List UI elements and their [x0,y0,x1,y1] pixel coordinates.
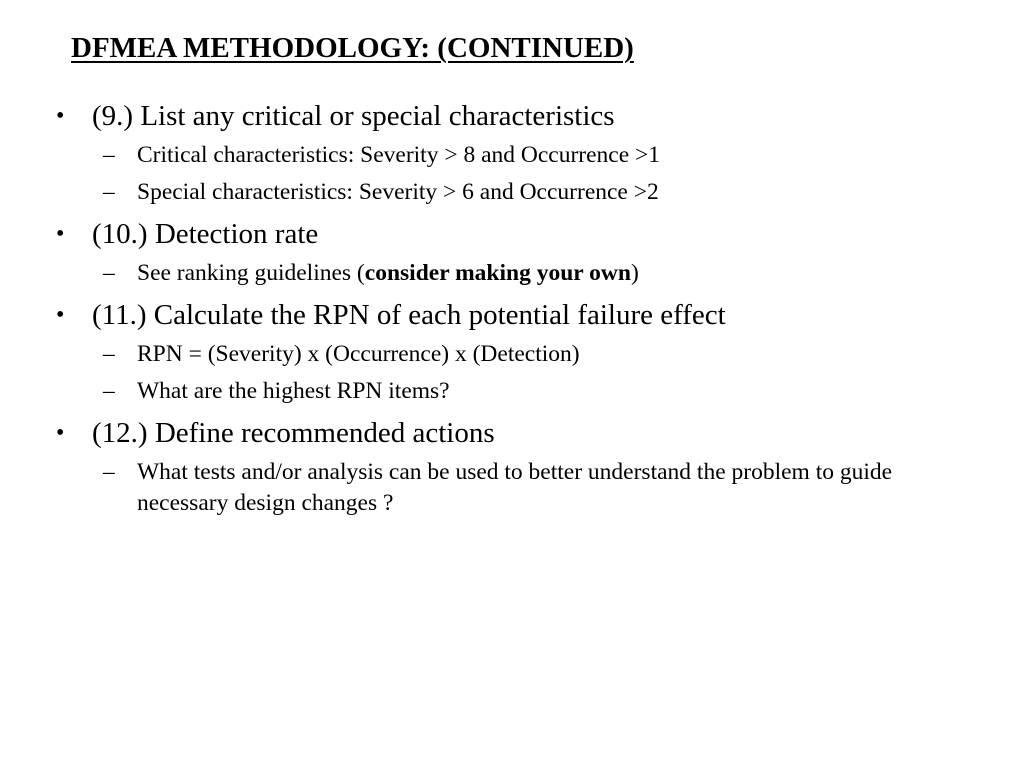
sub-bullet-text: RPN = (Severity) x (Occurrence) x (Detection) [137,341,580,367]
sub-bullet-list [92,140,1024,208]
sub-bullet-item [92,177,1024,208]
bullet-text: (9.) List any critical or special characteristics [92,100,615,132]
sub-bullet-item [92,376,1024,407]
dash-marker: – [103,459,115,485]
sub-bullet-text-suffix: ) [630,260,639,286]
bullet-marker: • [56,221,65,247]
dash-marker: – [103,378,115,404]
bullet-item [0,415,1024,519]
sub-bullet-list [92,339,1024,407]
bullet-text: (12.) Define recommended actions [92,417,495,449]
bullet-item [0,98,1024,208]
bullet-marker: • [56,420,65,446]
dash-marker: – [103,179,115,205]
bullet-item [0,297,1024,407]
sub-bullet-text: Special characteristics: Severity > 6 and Occurrence >2 [137,179,659,205]
bullet-marker: • [56,302,65,328]
dash-marker: – [103,142,115,168]
sub-bullet-item [92,140,1024,171]
bullet-text: (11.) Calculate the RPN of each potential failure effect [92,299,726,331]
bullet-marker: • [56,103,65,129]
sub-bullet-item [92,258,1024,289]
bullet-item [0,216,1024,289]
sub-bullet-list [92,258,1024,289]
sub-bullet-text: What tests and/or analysis can be used to better understand the problem to guide necessary design changes ? [137,459,893,516]
sub-bullet-item [92,457,987,519]
sub-bullet-text-prefix: See ranking guidelines ( [137,260,365,286]
bullet-text: (10.) Detection rate [92,218,319,250]
dash-marker: – [103,341,115,367]
sub-bullet-list [92,457,1024,519]
bullet-list [0,98,1024,519]
sub-bullet-text-emphasis: consider making your own [364,260,631,286]
dash-marker: – [103,260,115,286]
slide-title: DFMEA METHODOLOGY: (CONTINUED) [71,32,634,64]
sub-bullet-text: Critical characteristics: Severity > 8 and Occurrence >1 [137,142,661,168]
sub-bullet-text: What are the highest RPN items? [137,378,450,404]
sub-bullet-item [92,339,1024,370]
